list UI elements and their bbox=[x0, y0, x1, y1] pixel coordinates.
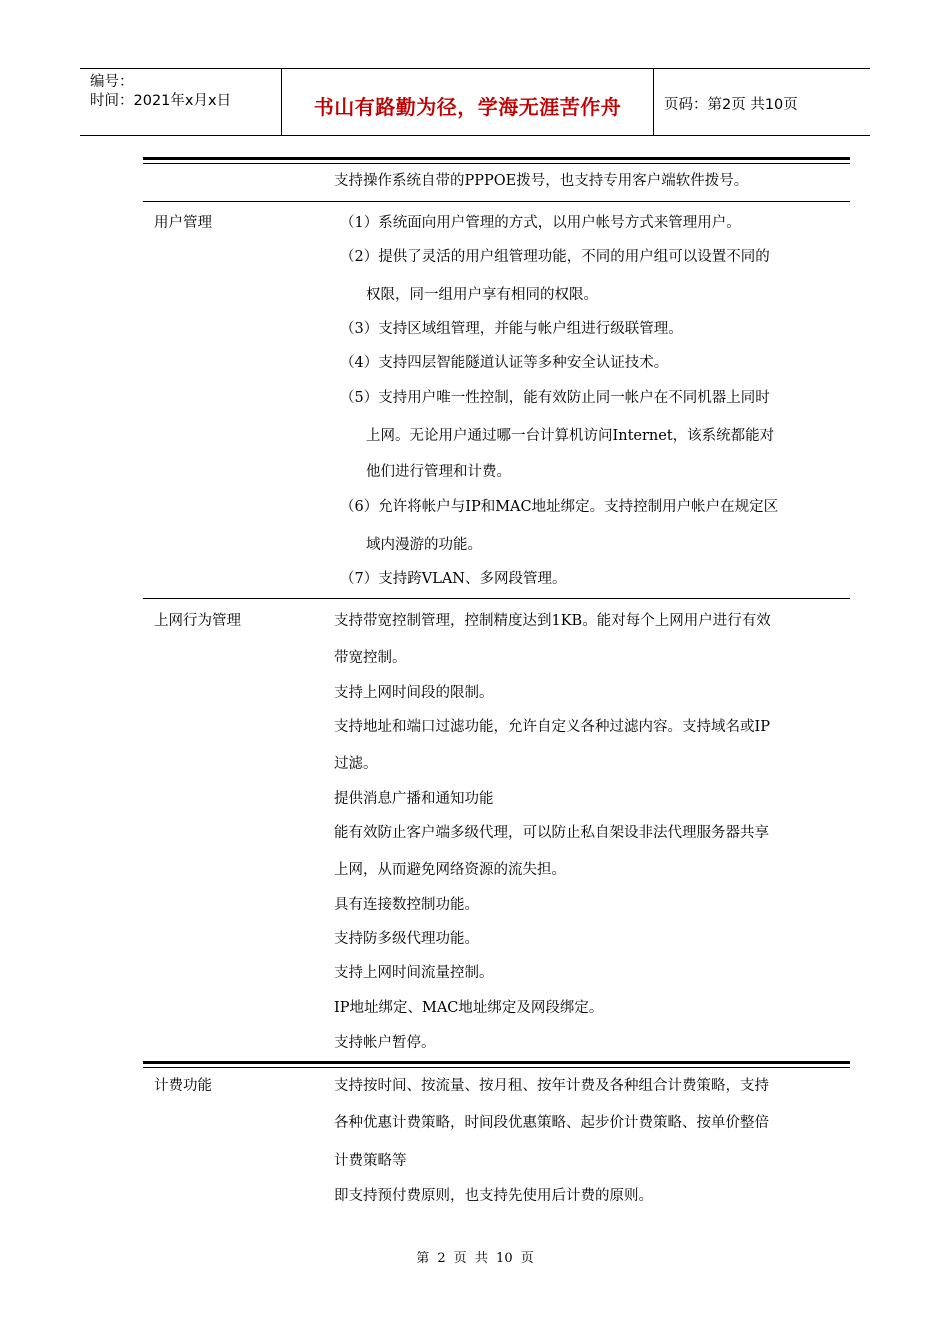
behavior-line: 能有效防止客户端多级代理，可以防止私自架设非法代理服务器共享 bbox=[334, 825, 769, 841]
behavior-line: 支持地址和端口过滤功能，允许自定义各种过滤内容。支持域名或IP bbox=[334, 719, 770, 735]
billing-line: 即支持预付费原则，也支持先使用后计费的原则。 bbox=[334, 1188, 653, 1204]
behavior-line: 上网，从而避免网络资源的流失担。 bbox=[334, 862, 566, 878]
table-top-rule bbox=[143, 157, 850, 164]
behavior-line: 过滤。 bbox=[334, 756, 378, 772]
behavior-line: 支持带宽控制管理，控制精度达到1KB。能对每个上网用户进行有效 bbox=[334, 613, 771, 629]
behavior-line: 提供消息广播和通知功能 bbox=[334, 791, 494, 807]
section-label-behavior-management: 上网行为管理 bbox=[154, 613, 241, 629]
user-mgmt-line: （5）支持用户唯一性控制，能有效防止同一帐户在不同机器上同时 bbox=[340, 390, 770, 406]
behavior-line: 带宽控制。 bbox=[334, 650, 407, 666]
intro-line: 支持操作系统自带的PPPOE拨号，也支持专用客户端软件拨号。 bbox=[334, 173, 749, 189]
user-mgmt-line: 权限，同一组用户享有相同的权限。 bbox=[366, 287, 598, 303]
user-mgmt-line: 域内漫游的功能。 bbox=[366, 537, 482, 553]
user-mgmt-line: （6）允许将帐户与IP和MAC地址绑定。支持控制用户帐户在规定区 bbox=[340, 499, 779, 515]
user-mgmt-line: （3）支持区域组管理，并能与帐户组进行级联管理。 bbox=[340, 321, 683, 337]
section-label-user-management: 用户管理 bbox=[154, 215, 212, 231]
behavior-line: 支持上网时间段的限制。 bbox=[334, 685, 494, 701]
user-mgmt-line: 上网。无论用户通过哪一台计算机访问Internet，该系统都能对 bbox=[366, 428, 775, 444]
header-meta bbox=[80, 69, 282, 135]
header-page-info: 页码：第2页 共10页 bbox=[664, 96, 798, 113]
behavior-line: 支持上网时间流量控制。 bbox=[334, 965, 494, 981]
user-mgmt-line: （7）支持跨VLAN、多网段管理。 bbox=[340, 571, 567, 587]
billing-line: 各种优惠计费策略，时间段优惠策略、起步价计费策略、按单价整倍 bbox=[334, 1115, 769, 1131]
section-label-billing: 计费功能 bbox=[154, 1078, 212, 1094]
section-divider bbox=[143, 201, 850, 202]
user-mgmt-line: （1）系统面向用户管理的方式，以用户帐号方式来管理用户。 bbox=[340, 215, 741, 231]
behavior-line: IP地址绑定、MAC地址绑定及网段绑定。 bbox=[334, 1000, 604, 1016]
user-mgmt-line: 他们进行管理和计费。 bbox=[366, 464, 511, 480]
page-header bbox=[80, 68, 870, 136]
document-time-label: 时间：2021年x月x日 bbox=[90, 93, 232, 109]
section-divider bbox=[143, 598, 850, 599]
billing-line: 计费策略等 bbox=[334, 1153, 407, 1169]
header-motto: 书山有路勤为径，学海无涯苦作舟 bbox=[282, 69, 654, 135]
user-mgmt-line: （4）支持四层智能隧道认证等多种安全认证技术。 bbox=[340, 355, 669, 371]
page-footer: 第 2 页 共 10 页 bbox=[416, 1251, 534, 1266]
behavior-line: 支持防多级代理功能。 bbox=[334, 931, 479, 947]
document-number-label: 编号： bbox=[90, 74, 134, 90]
behavior-line: 支持帐户暂停。 bbox=[334, 1035, 436, 1051]
section-divider-double bbox=[143, 1061, 850, 1068]
behavior-line: 具有连接数控制功能。 bbox=[334, 897, 479, 913]
billing-line: 支持按时间、按流量、按月租、按年计费及各种组合计费策略，支持 bbox=[334, 1078, 769, 1094]
user-mgmt-line: （2）提供了灵活的用户组管理功能，不同的用户组可以设置不同的 bbox=[340, 249, 770, 265]
